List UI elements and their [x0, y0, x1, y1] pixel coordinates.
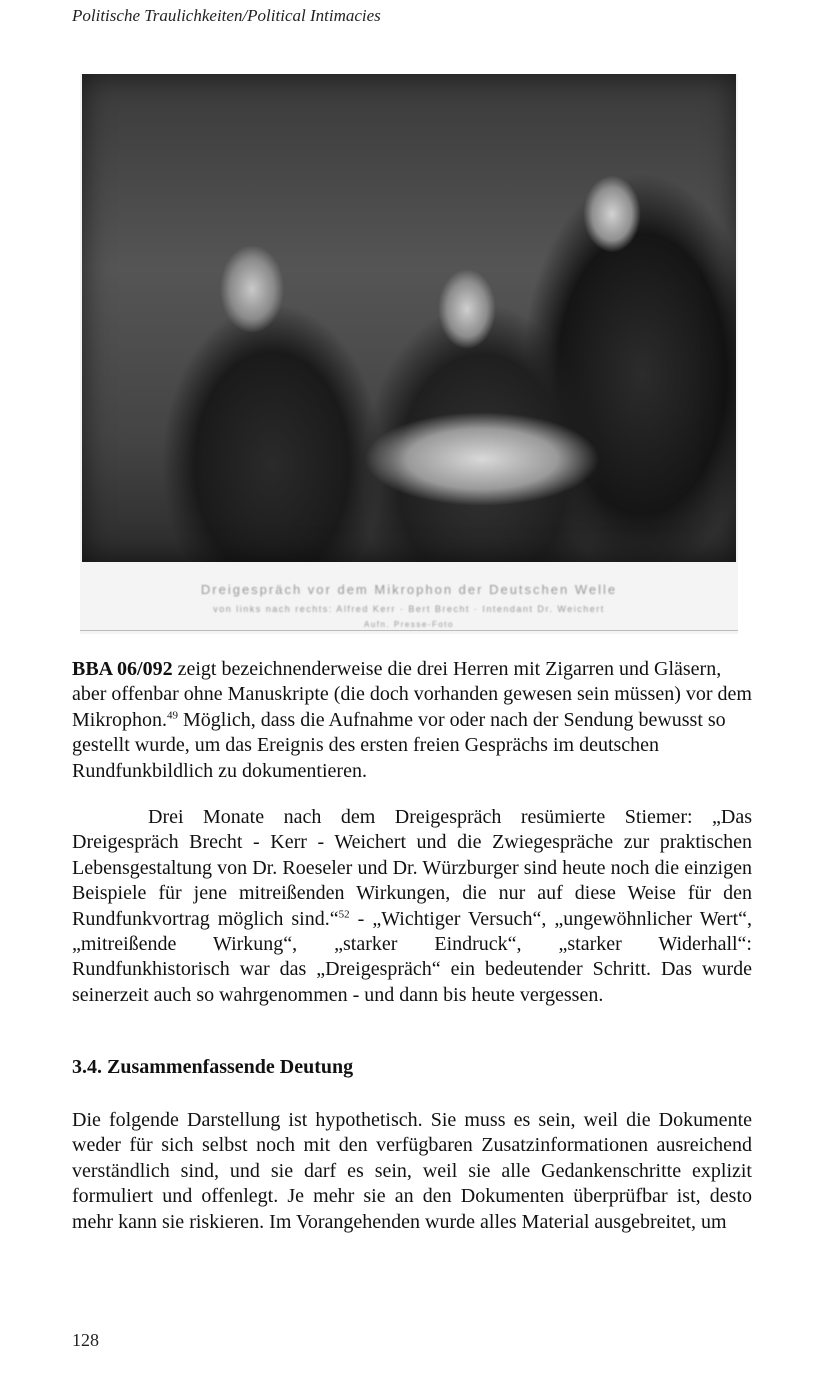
section-heading: 3.4. Zusammenfassende Deutung [72, 1056, 354, 1078]
paragraph-2-text-a: Drei Monate nach dem Dreigespräch resümierte Stiemer: „Das Dreigespräch Brecht - Kerr - Weichert und die Zwiegespräche zur praktischen Lebensgestaltung von Dr. Roeseler und Dr. Würzburger sind heute noch die einzigen Beispiele für jene mitreißenden Wirkungen, die nur auf diese Weise für den Rundfunkvortrag möglich sind.“ [72, 806, 752, 930]
photo-caption-line-1: Dreigespräch vor dem Mikrophon der Deutschen Welle [200, 582, 618, 597]
photo-bottom-rule [80, 630, 738, 631]
paragraph-1-text-b: Möglich, dass die Aufnahme vor oder nach der Sendung bewusst so gestellt wurde, um das Ereignis des ersten freien Gesprächs im deutschen Rundfunkbildlich zu dokumentieren. [72, 708, 726, 782]
running-head: Politische Traulichkeiten/Political Intimacies [72, 6, 381, 25]
footnote-ref-52: 52 [338, 907, 350, 920]
photo-caption-line-2: von links nach rechts: Alfred Kerr · Bert Brecht · Intendant Dr. Weichert [213, 604, 605, 614]
figure [80, 74, 738, 634]
paragraph-3: Die folgende Darstellung ist hypothetisch. Sie muss es sein, weil die Dokumente weder für sich selbst noch mit den verfügbaren Zusatzinformationen ausreichend verständlich sind, und sie darf es sein, weil sie alle Gedankenschritte explizit formuliert und offenlegt. Je mehr sie an den Dokumenten überprüfbar ist, desto mehr kann sie riskieren. Im Vorangehenden wurde alles Material ausgebreitet, um [72, 1109, 752, 1233]
page-number: 128 [72, 1330, 99, 1350]
photo-caption-line-3: Aufn. Presse-Foto [364, 620, 454, 629]
archive-reference: BBA 06/092 [72, 658, 173, 680]
paragraph-2 [72, 805, 752, 1008]
photograph [82, 74, 736, 562]
paragraph-1 [72, 657, 752, 784]
footnote-ref-49: 49 [167, 709, 178, 722]
paragraph-2-text-b: - „Wichtiger Versuch“, „ungewöhnlicher Wert“, „mitreißende Wirkung“, „starker Eindruck“, „starker Widerhall“: Rundfunkhistorisch war das „Dreigespräch“ ein bedeutender Schritt. Das wurde seinerzeit auch so wahrgenommen - und dann bis heute vergessen. [72, 907, 752, 1006]
paragraph-1-text-a: zeigt bezeichnenderweise die drei Herren mit Zigarren und Gläsern, aber offenbar ohne Manuskripte (die doch vorhanden gewesen sein müssen) vor dem Mikrophon. [72, 658, 752, 731]
